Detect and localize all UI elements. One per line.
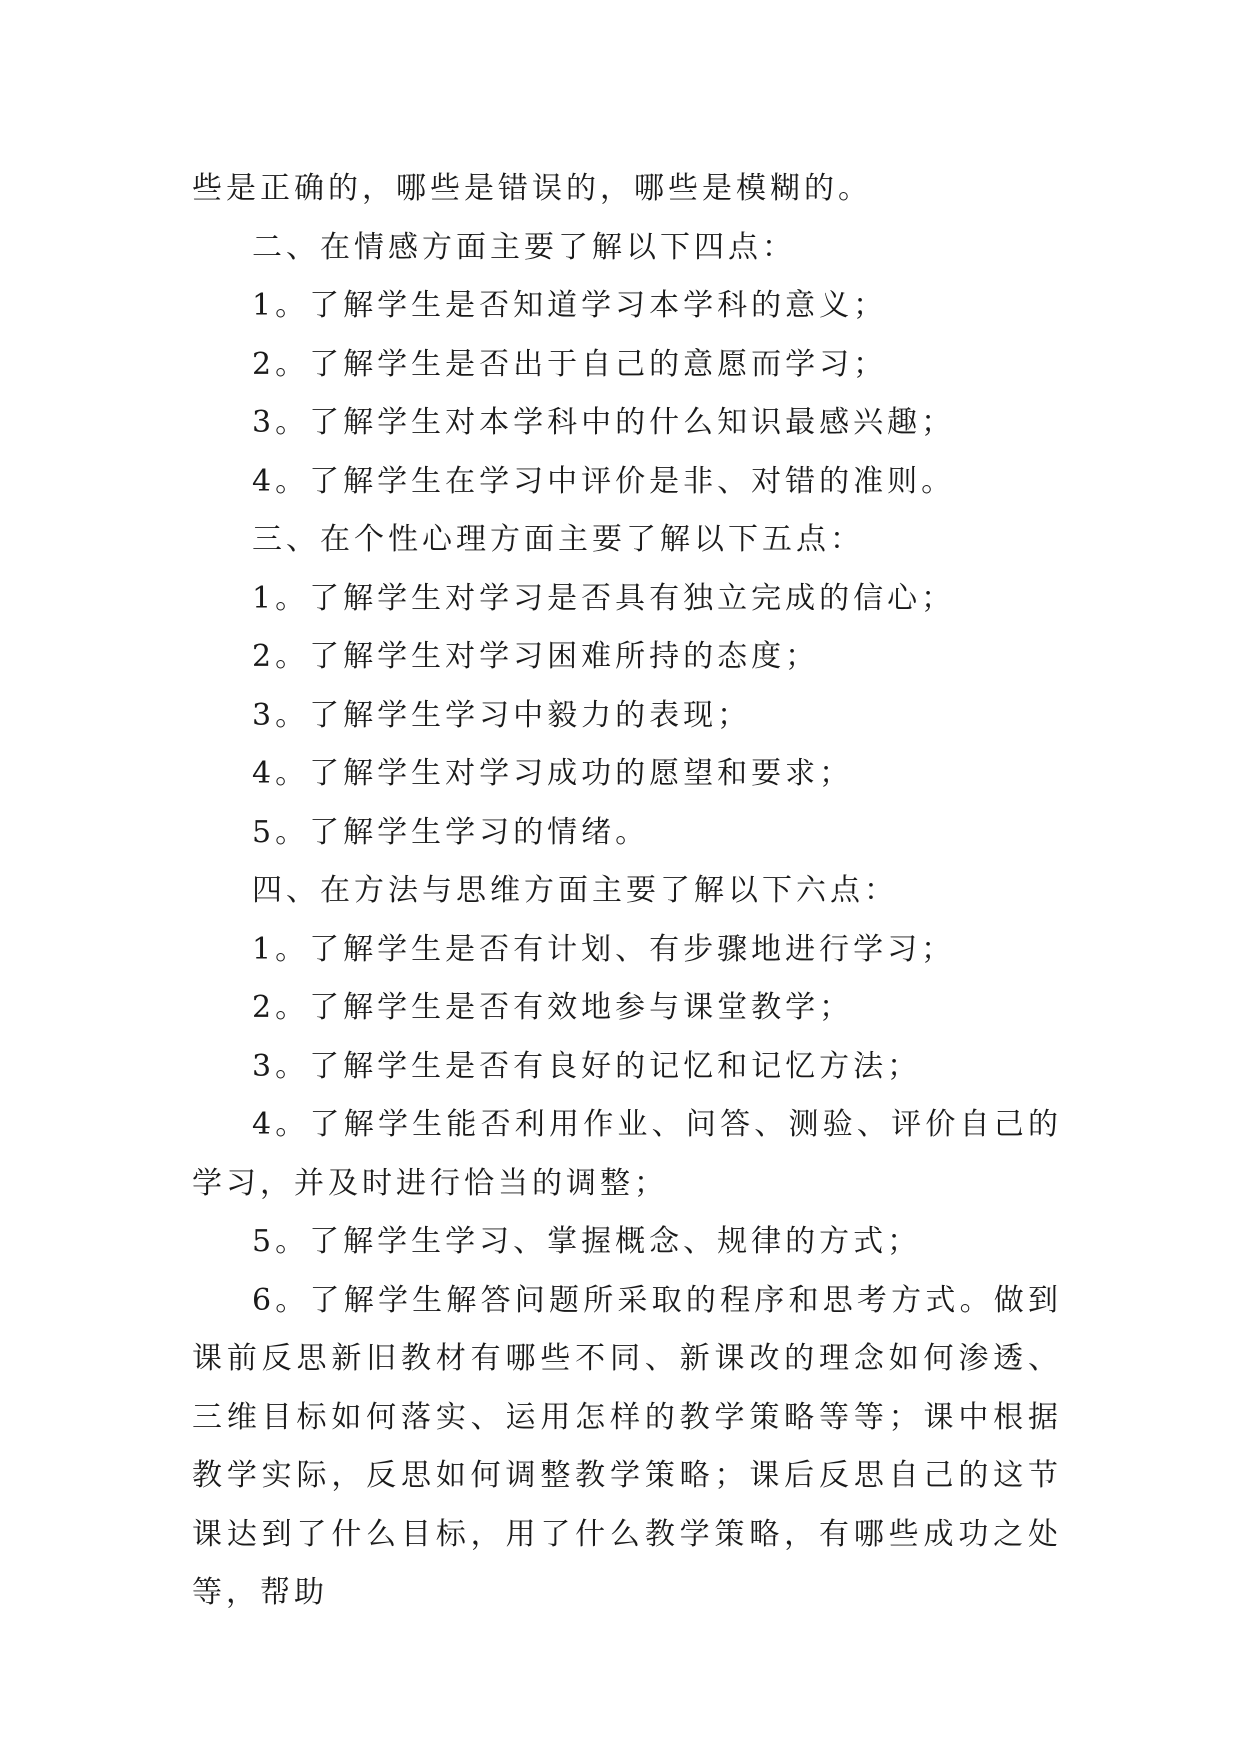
list-item: 1。了解学生是否知道学习本学科的意义；	[252, 288, 888, 323]
paragraph-1: 些是正确的，哪些是错误的，哪些是模糊的。	[192, 171, 872, 206]
list-item: 2。了解学生是否出于自己的意愿而学习；	[252, 346, 888, 382]
list-item: 1。了解学生对学习是否具有独立完成的信心；	[252, 580, 956, 616]
list-item: 2。了解学生对学习困难所持的态度；	[252, 639, 820, 674]
section-heading-personality: 三、在个性心理方面主要了解以下五点：	[252, 522, 864, 557]
list-item: 2。了解学生是否有效地参与课堂教学；	[252, 990, 854, 1025]
section-heading-method: 四、在方法与思维方面主要了解以下六点：	[252, 873, 898, 908]
list-item: 5。了解学生学习的情绪。	[252, 814, 650, 850]
list-item: 4。了解学生对学习成功的愿望和要求；	[252, 756, 854, 791]
list-item: 1。了解学生是否有计划、有步骤地进行学习；	[252, 931, 956, 967]
list-item: 4。了解学生能否利用作业、问答、测验、评价自己的学习，并及时进行恰当的调整；	[192, 1107, 1062, 1201]
section-heading-emotion: 二、在情感方面主要了解以下四点：	[252, 229, 796, 265]
document-body	[192, 160, 1062, 1623]
list-item: 3。了解学生是否有良好的记忆和记忆方法；	[252, 1048, 922, 1084]
list-item: 3。了解学生对本学科中的什么知识最感兴趣；	[252, 405, 956, 440]
list-item: 4。了解学生在学习中评价是非、对错的准则。	[252, 463, 956, 499]
list-item: 5。了解学生学习、掌握概念、规律的方式；	[252, 1224, 922, 1259]
list-item: 6。了解学生解答问题所采取的程序和思考方式。做到课前反思新旧教材有哪些不同、新课改的理念如何渗透、三维目标如何落实、运用怎样的教学策略等等；课中根据教学实际，反思如何调整教学策略；课后反思自己的这节课达到了什么目标，用了什么教学策略，有哪些成功之处等，帮助	[192, 1282, 1062, 1610]
list-item: 3。了解学生学习中毅力的表现；	[252, 697, 752, 733]
